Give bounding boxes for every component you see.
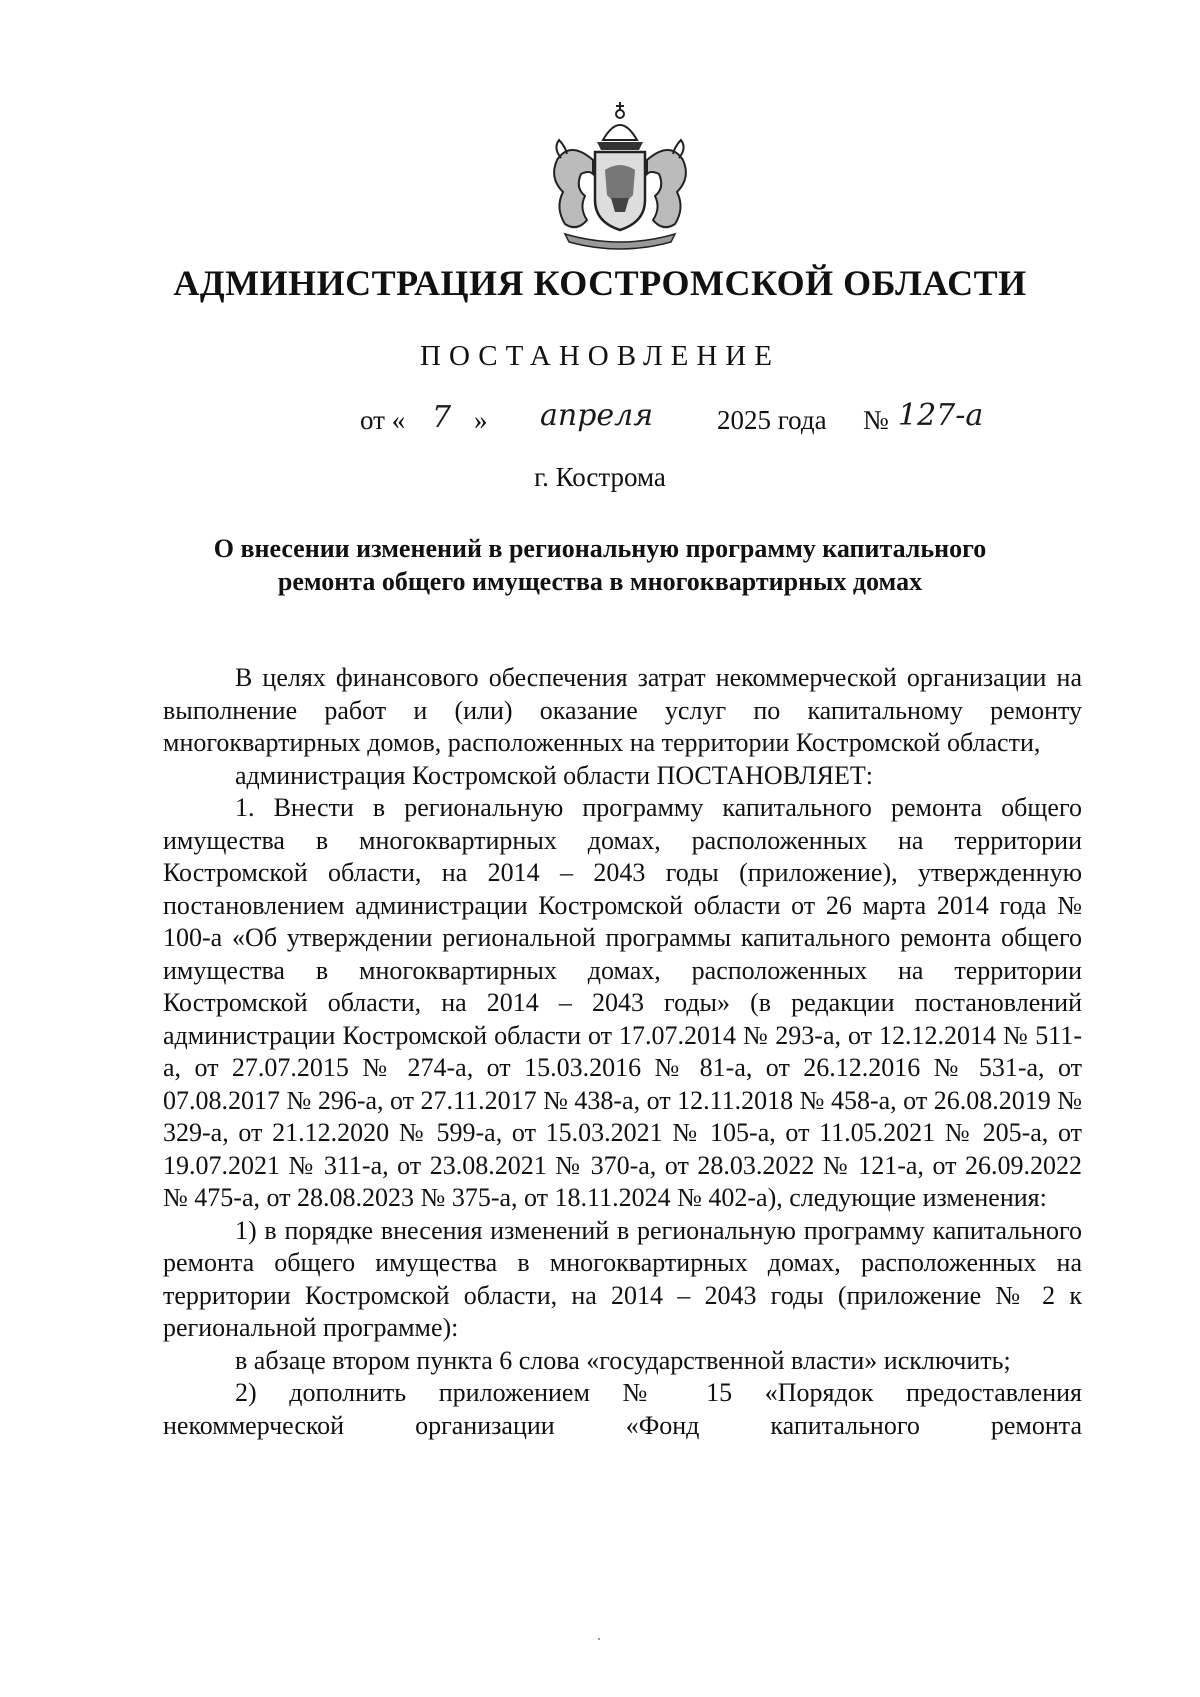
date-month: апреля	[540, 398, 654, 433]
number-label: №	[863, 405, 889, 435]
paragraph-abzac: в абзаце втором пункта 6 слова «государственной власти» исключить;	[235, 1345, 1011, 1375]
document-body	[163, 662, 1082, 1442]
paragraph-purpose: В целях финансового обеспечения затрат некоммерческой организации на выполнение работ и (или) оказание услуг по капитальному ремонту многоквартирных домов, расположенных на территории Костромской области,	[163, 663, 1082, 757]
city: г. Кострома	[534, 462, 666, 492]
scan-speck	[598, 1638, 600, 1640]
paragraph-subitem-1: 1) в порядке внесения изменений в региональную программу капитального ремонта общего имущества в многоквартирных домах, расположенных на территории Костромской области, на 2014 – 2043 годы (приложение № 2 к региональной программе):	[163, 1215, 1082, 1342]
paragraph-resolves: администрация Костромской области ПОСТАНОВЛЯЕТ:	[235, 760, 874, 790]
date-year: 2025 года	[717, 405, 827, 435]
document-heading: О внесении изменений в региональную программу капитального ремонта общего имущества в многоквартирных домах	[213, 534, 987, 596]
document-number: 127-а	[898, 398, 984, 433]
date-close-quote: »	[474, 405, 488, 435]
paragraph-item-1: 1. Внести в региональную программу капитального ремонта общего имущества в многоквартирных домах, расположенных на территории Костромской области, на 2014 – 2043 годы (приложение), утвержденную постановлением администрации Костромской области от 26 марта 2014 года № 100-а «Об утверждении региональной программы капитального ремонта общего имущества в многоквартирных домах, расположенных на территории Костромской области, на 2014 – 2043 годы» (в редакции постановлений администрации Костромской области от 17.07.2014 № 293-а, от 12.12.2014 № 511-а, от 27.07.2015 № 274-а, от 15.03.2016 № 81-а, от 26.12.2016 № 531-а, от 07.08.2017 № 296-а, от 27.11.2017 № 438-а, от 12.11.2018 № 458-а, от 26.08.2019 № 329-а, от 21.12.2020 № 599-а, от 15.03.2021 № 105-а, от 11.05.2021 № 205-а, от 19.07.2021 № 311-а, от 23.08.2021 № 370-а, от 28.03.2022 № 121-а, от 26.09.2022 № 475-а, от 28.08.2023 № 375-а, от 18.11.2024 № 402-а), следующие изменения:	[163, 793, 1082, 1212]
coat-of-arms-icon	[535, 100, 705, 250]
date-day: 7	[432, 400, 452, 435]
paragraph-subitem-2: 2) дополнить приложением № 15 «Порядок предоставления некоммерческой организации «Фонд капитального ремонта	[163, 1378, 1082, 1440]
document-type: ПОСТАНОВЛЕНИЕ	[420, 340, 780, 372]
org-title: АДМИНИСТРАЦИЯ КОСТРОМСКОЙ ОБЛАСТИ	[173, 263, 1027, 303]
date-prefix: от «	[360, 405, 406, 435]
